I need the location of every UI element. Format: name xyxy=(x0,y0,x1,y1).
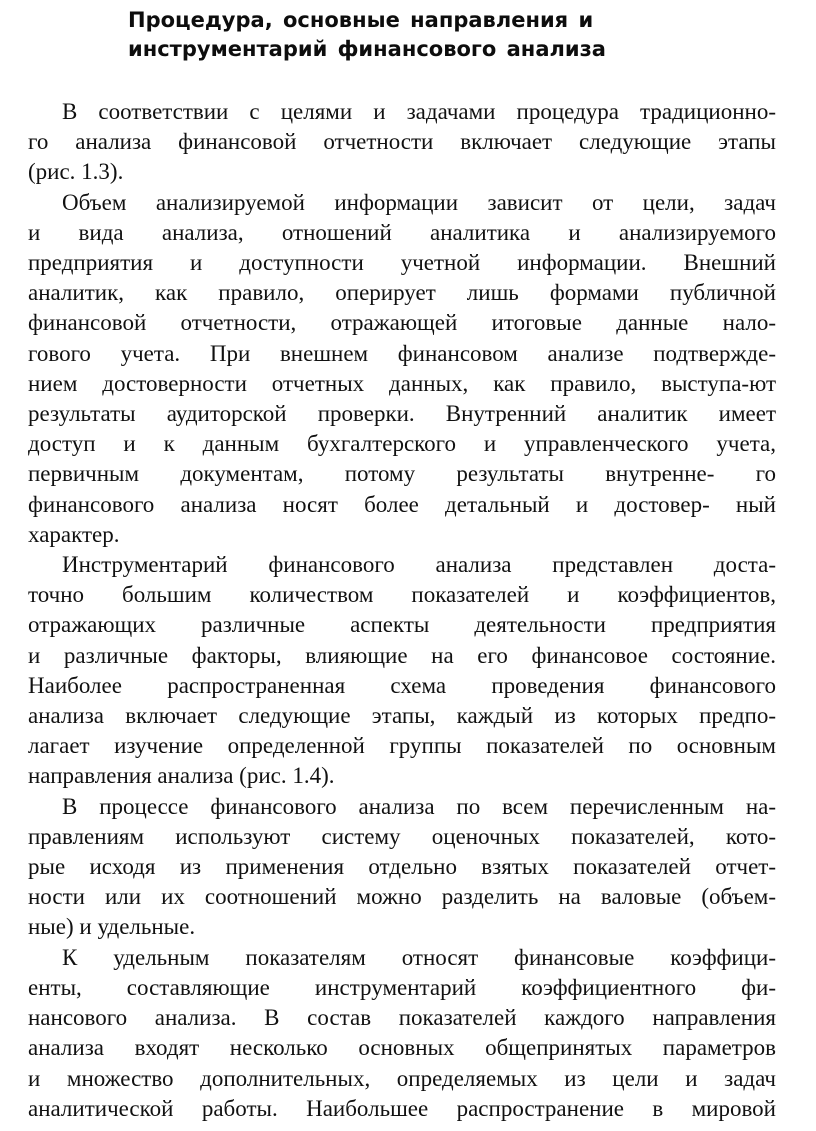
text-line: нансового анализа. В состав показателей каждого направления xyxy=(28,1005,776,1031)
text-line: ности или их соотношений можно разделить на валовые (объем- xyxy=(28,884,776,910)
text-line: точно большим количеством показателей и коэффициентов, xyxy=(28,582,776,608)
paragraph-procedure-stages xyxy=(28,97,776,188)
text-line: гового учета. При внешнем финансовом анализе подтвержде- xyxy=(28,340,776,366)
text-line: финансовой отчетности, отражающей итоговые данные нало- xyxy=(28,310,776,336)
text-line: отражающих различные аспекты деятельности предприятия xyxy=(28,612,776,638)
text-line: предприятия и доступности учетной информации. Внешний xyxy=(28,250,776,276)
section-heading-line-2: инструментарий финансового анализа xyxy=(128,37,606,61)
text-line: В соответствии с целями и задачами процедура традиционно- xyxy=(62,99,776,124)
paragraph-evaluation-indicators xyxy=(28,792,776,943)
text-line: финансового анализа носят более детальный и достовер- ный xyxy=(28,491,776,517)
body-text xyxy=(28,97,776,1124)
text-line: доступ и к данным бухгалтерского и управленческого учета, xyxy=(28,431,776,457)
text-line: енты, составляющие инструментарий коэффициентного фи- xyxy=(28,974,776,1000)
text-line: и множество дополнительных, определяемых из цели и задач xyxy=(28,1065,776,1091)
text-line: и вида анализа, отношений аналитика и анализируемого xyxy=(28,219,776,245)
text-line: Наиболее распространенная схема проведения финансового xyxy=(28,672,776,698)
text-line: правлениям используют систему оценочных показателей, кото- xyxy=(28,823,776,849)
paragraph-information-volume xyxy=(28,188,776,550)
text-line: результаты аудиторской проверки. Внутренний аналитик имеет xyxy=(28,401,776,427)
text-line: анализа включает следующие этапы, каждый из которых предпо- xyxy=(28,703,776,729)
text-line: го анализа финансовой отчетности включает следующие этапы xyxy=(28,129,776,155)
text-line: (рис. 1.3). xyxy=(28,159,124,185)
paragraph-toolkit xyxy=(28,550,776,792)
text-line: первичным документам, потому результаты внутренне- го xyxy=(28,461,776,487)
section-heading xyxy=(128,6,768,64)
text-line: Объем анализируемой информации зависит от цели, задач xyxy=(62,189,776,215)
text-line: и различные факторы, влияющие на его финансовое состояние. xyxy=(28,642,776,668)
text-line: анализа входят несколько основных общепринятых параметров xyxy=(28,1035,776,1061)
text-line: аналитик, как правило, оперирует лишь формами публичной xyxy=(28,280,776,306)
text-line: Инструментарий финансового анализа представлен доста- xyxy=(62,552,776,578)
text-line: лагает изучение определенной группы показателей по основным xyxy=(28,733,776,759)
text-line: рые исходя из применения отдельно взятых показателей отчет- xyxy=(28,854,776,880)
text-line: характер. xyxy=(28,521,120,547)
text-line: В процессе финансового анализа по всем перечисленным на- xyxy=(62,793,776,819)
text-line: аналитической работы. Наибольшее распространение в мировой xyxy=(28,1095,776,1121)
section-heading-line-1: Процедура, основные направления и xyxy=(128,8,594,32)
text-line: направления анализа (рис. 1.4). xyxy=(28,763,335,789)
text-line: ные) и удельные. xyxy=(28,914,196,940)
paragraph-specific-indicators xyxy=(28,943,776,1124)
text-line: нием достоверности отчетных данных, как правило, выступа-ют xyxy=(28,370,776,396)
text-line: К удельным показателям относят финансовые коэффици- xyxy=(62,944,776,970)
